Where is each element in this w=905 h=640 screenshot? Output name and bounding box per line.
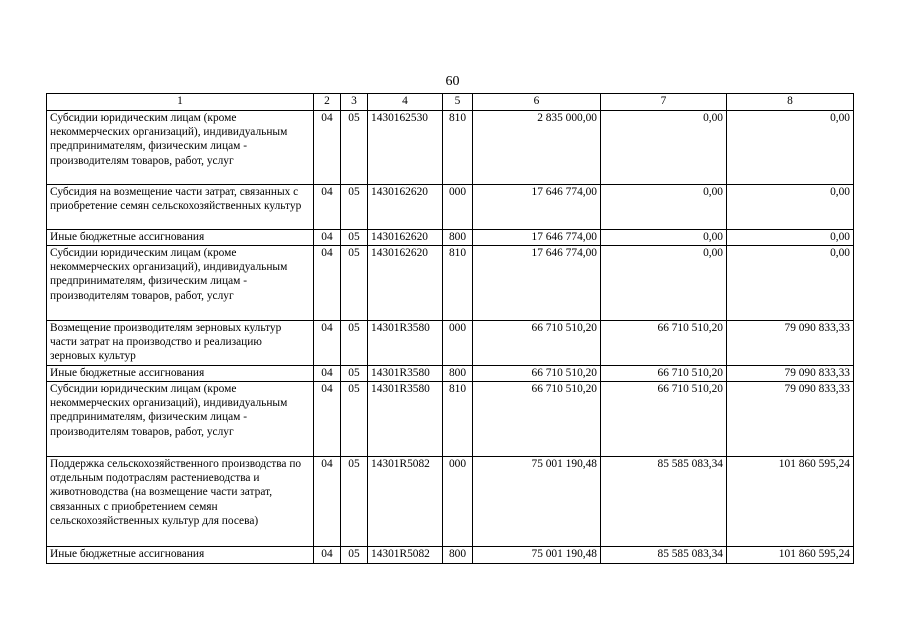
row-target-article: 1430162620 xyxy=(368,246,443,321)
row-target-article: 14301R3580 xyxy=(368,382,443,457)
table-row xyxy=(47,547,854,564)
row-name: Иные бюджетные ассигнования xyxy=(47,366,314,382)
row-expense-type: 810 xyxy=(443,111,473,185)
header-col-3: 3 xyxy=(341,94,368,111)
row-amount-col6: 66 710 510,20 xyxy=(473,366,601,382)
row-amount-col8: 79 090 833,33 xyxy=(727,366,854,382)
table-row xyxy=(47,111,854,185)
row-subsection: 05 xyxy=(341,366,368,382)
row-subsection: 05 xyxy=(341,111,368,185)
header-col-6: 6 xyxy=(473,94,601,111)
row-amount-col6: 75 001 190,48 xyxy=(473,547,601,564)
header-col-5: 5 xyxy=(443,94,473,111)
table-row xyxy=(47,321,854,366)
row-subsection: 05 xyxy=(341,185,368,230)
row-name: Иные бюджетные ассигнования xyxy=(47,547,314,564)
header-row xyxy=(47,94,854,111)
row-expense-type: 800 xyxy=(443,230,473,246)
table-row xyxy=(47,185,854,230)
row-amount-col7: 66 710 510,20 xyxy=(601,366,727,382)
table-row xyxy=(47,366,854,382)
row-amount-col7: 0,00 xyxy=(601,111,727,185)
row-subsection: 05 xyxy=(341,382,368,457)
row-name: Субсидия на возмещение части затрат, связанных с приобретение семян сельскохозяйственных культур xyxy=(47,185,314,230)
row-name: Субсидии юридическим лицам (кроме некоммерческих организаций), индивидуальным предпринимателям, физическим лицам - производителям товаров, работ, услуг xyxy=(47,246,314,321)
header-col-7: 7 xyxy=(601,94,727,111)
row-amount-col6: 2 835 000,00 xyxy=(473,111,601,185)
row-name: Возмещение производителям зерновых культур части затрат на производство и реализацию зерновых культур xyxy=(47,321,314,366)
row-target-article: 14301R3580 xyxy=(368,321,443,366)
row-name: Субсидии юридическим лицам (кроме некоммерческих организаций), индивидуальным предпринимателям, физическим лицам - производителям товаров, работ, услуг xyxy=(47,111,314,185)
row-name: Поддержка сельскохозяйственного производства по отдельным подотраслям растениеводства и животноводства (на возмещение части затрат, связанных с приобретением семян сельскохозяйственных культур для посева) xyxy=(47,457,314,547)
row-target-article: 14301R5082 xyxy=(368,547,443,564)
row-amount-col8: 0,00 xyxy=(727,111,854,185)
row-amount-col7: 66 710 510,20 xyxy=(601,321,727,366)
row-target-article: 1430162530 xyxy=(368,111,443,185)
row-amount-col8: 79 090 833,33 xyxy=(727,321,854,366)
row-amount-col8: 0,00 xyxy=(727,246,854,321)
row-amount-col8: 101 860 595,24 xyxy=(727,457,854,547)
row-amount-col6: 75 001 190,48 xyxy=(473,457,601,547)
table-row xyxy=(47,382,854,457)
row-section: 04 xyxy=(314,321,341,366)
row-section: 04 xyxy=(314,382,341,457)
row-subsection: 05 xyxy=(341,246,368,321)
row-subsection: 05 xyxy=(341,321,368,366)
row-subsection: 05 xyxy=(341,230,368,246)
row-amount-col6: 66 710 510,20 xyxy=(473,321,601,366)
row-expense-type: 810 xyxy=(443,382,473,457)
row-target-article: 1430162620 xyxy=(368,230,443,246)
budget-table xyxy=(46,93,854,564)
row-section: 04 xyxy=(314,111,341,185)
row-expense-type: 810 xyxy=(443,246,473,321)
row-amount-col8: 101 860 595,24 xyxy=(727,547,854,564)
row-subsection: 05 xyxy=(341,457,368,547)
row-section: 04 xyxy=(314,246,341,321)
row-name: Иные бюджетные ассигнования xyxy=(47,230,314,246)
table-row xyxy=(47,457,854,547)
row-amount-col6: 17 646 774,00 xyxy=(473,230,601,246)
row-amount-col7: 0,00 xyxy=(601,185,727,230)
row-target-article: 14301R3580 xyxy=(368,366,443,382)
row-target-article: 1430162620 xyxy=(368,185,443,230)
row-expense-type: 000 xyxy=(443,321,473,366)
header-col-1: 1 xyxy=(47,94,314,111)
row-amount-col6: 17 646 774,00 xyxy=(473,246,601,321)
row-amount-col8: 79 090 833,33 xyxy=(727,382,854,457)
row-section: 04 xyxy=(314,457,341,547)
row-expense-type: 000 xyxy=(443,457,473,547)
row-expense-type: 800 xyxy=(443,366,473,382)
page-number: 60 xyxy=(445,74,460,89)
row-amount-col6: 17 646 774,00 xyxy=(473,185,601,230)
row-amount-col7: 85 585 083,34 xyxy=(601,457,727,547)
row-name: Субсидии юридическим лицам (кроме некоммерческих организаций), индивидуальным предпринимателям, физическим лицам - производителям товаров, работ, услуг xyxy=(47,382,314,457)
row-section: 04 xyxy=(314,230,341,246)
table-row xyxy=(47,246,854,321)
row-expense-type: 000 xyxy=(443,185,473,230)
row-amount-col8: 0,00 xyxy=(727,230,854,246)
row-expense-type: 800 xyxy=(443,547,473,564)
row-section: 04 xyxy=(314,366,341,382)
row-amount-col7: 66 710 510,20 xyxy=(601,382,727,457)
table-row xyxy=(47,230,854,246)
header-col-4: 4 xyxy=(368,94,443,111)
row-amount-col7: 85 585 083,34 xyxy=(601,547,727,564)
row-amount-col7: 0,00 xyxy=(601,230,727,246)
row-amount-col8: 0,00 xyxy=(727,185,854,230)
header-col-8: 8 xyxy=(727,94,854,111)
row-section: 04 xyxy=(314,185,341,230)
row-amount-col6: 66 710 510,20 xyxy=(473,382,601,457)
row-subsection: 05 xyxy=(341,547,368,564)
row-target-article: 14301R5082 xyxy=(368,457,443,547)
row-section: 04 xyxy=(314,547,341,564)
row-amount-col7: 0,00 xyxy=(601,246,727,321)
header-col-2: 2 xyxy=(314,94,341,111)
